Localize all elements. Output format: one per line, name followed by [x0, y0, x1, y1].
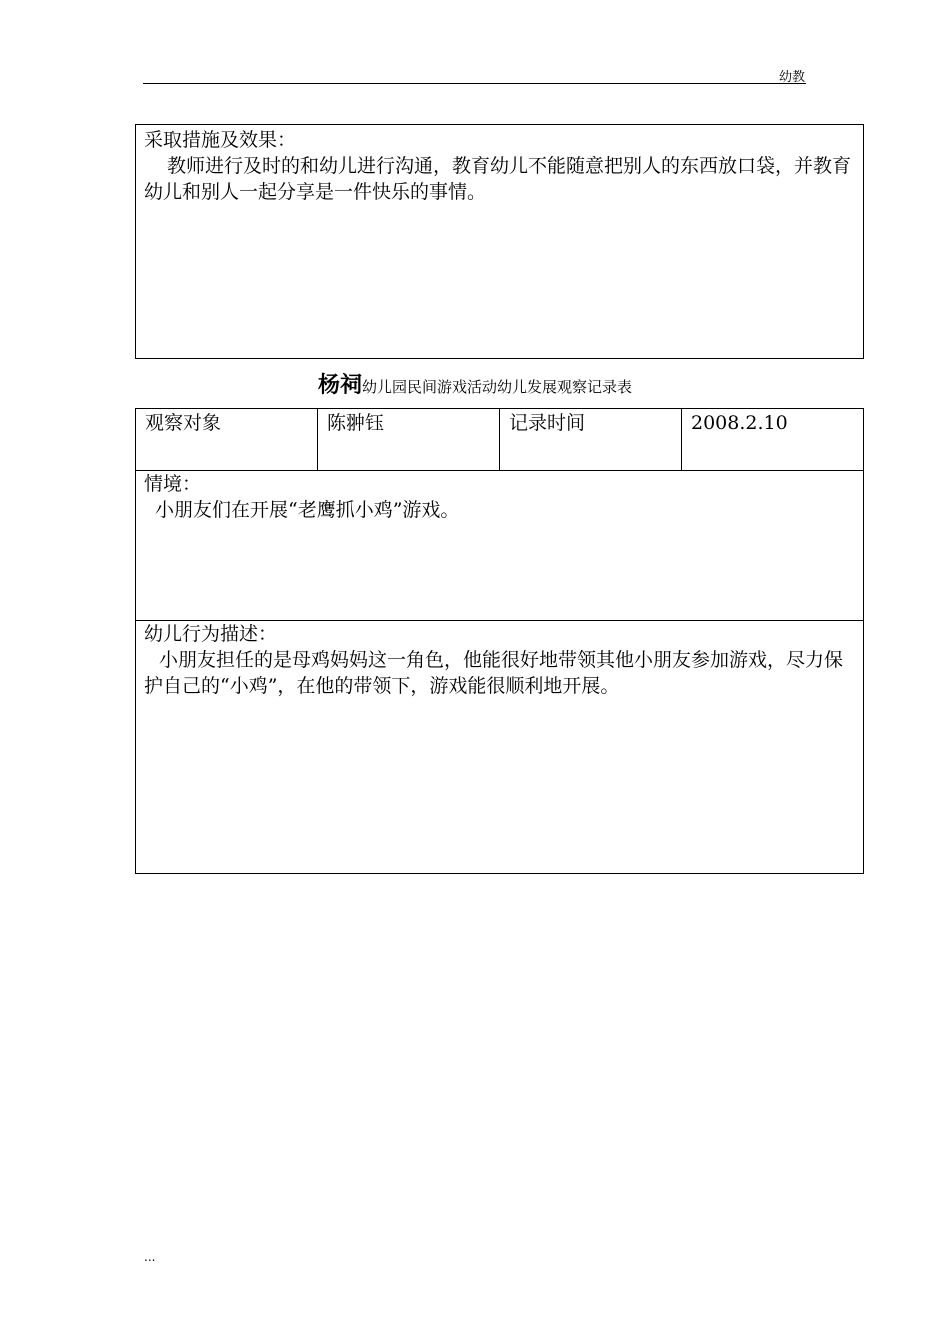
time-value: 2008.2.10: [691, 412, 788, 434]
form-title-prefix: 杨祠: [317, 373, 362, 398]
subject-label: 观察对象: [145, 412, 222, 434]
form-title: [0, 368, 950, 399]
header-rule: [143, 83, 806, 84]
behavior-label: 幼儿行为描述：: [144, 623, 278, 645]
situation-text: 小朋友们在开展“老鹰抓小鸡”游戏。: [155, 499, 460, 521]
behavior-text: 小朋友担任的是母鸡妈妈这一角色，他能很好地带领其他小朋友参加游戏，尽力保护自己的“小鸡”，在他的带领下，游戏能很顺利地开展。: [144, 649, 844, 697]
page-footer-text: ...: [144, 1250, 156, 1264]
info-row: [136, 409, 863, 471]
subject-value: 陈翀钰: [327, 412, 385, 434]
subject-value-cell: [318, 409, 500, 470]
measures-effects-box: [135, 124, 864, 359]
situation-row: [136, 471, 863, 621]
subject-label-cell: [136, 409, 318, 470]
situation-label: 情境：: [144, 473, 202, 495]
measures-label: 采取措施及效果：: [144, 129, 297, 151]
form-title-rest: 幼儿园民间游戏活动幼儿发展观察记录表: [362, 378, 633, 396]
observation-record-table: [135, 408, 864, 874]
page-header-text: 幼教: [779, 70, 806, 85]
time-label: 记录时间: [509, 412, 586, 434]
measures-text: 教师进行及时的和幼儿进行沟通，教育幼儿不能随意把别人的东西放口袋，并教育幼儿和别人一起分享是一件快乐的事情。: [144, 155, 852, 203]
time-value-cell: [682, 409, 863, 470]
time-label-cell: [500, 409, 682, 470]
behavior-row: [136, 621, 863, 873]
